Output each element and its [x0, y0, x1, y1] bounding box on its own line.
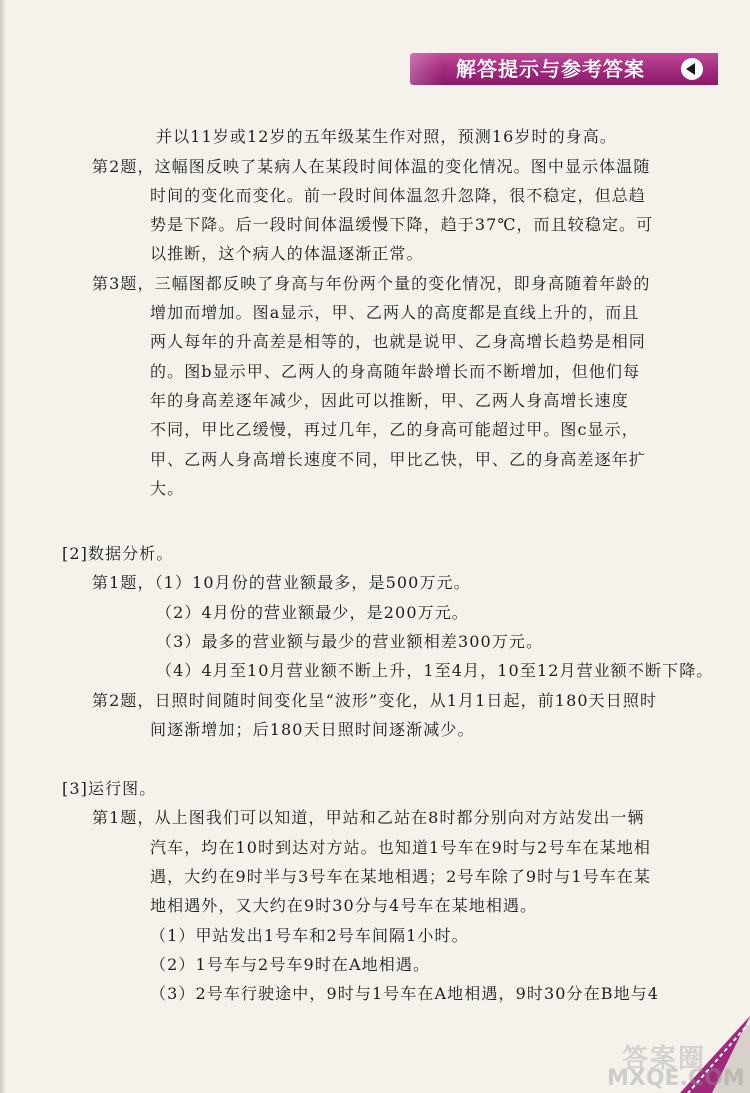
- text-line: （3）最多的营业额与最少的营业额相差300万元。: [156, 632, 544, 651]
- watermark-url: MXQE.COM: [607, 1066, 745, 1091]
- text-line: 大。: [150, 479, 185, 498]
- section-header-title: 解答提示与参考答案: [456, 57, 645, 81]
- text-line: 以推断，这个病人的体温逐渐正常。: [150, 244, 424, 263]
- text-line: 的。图b显示甲、乙两人的身高随年龄增长而不断增加，但他们每: [150, 362, 641, 381]
- text-line: （4）4月至10月营业额不断上升，1至4月，10至12月营业额不断下降。: [156, 661, 714, 680]
- text-line: （2）1号车与2号车9时在A地相遇。: [150, 955, 431, 974]
- watermark-logo: 答案圈: [622, 1044, 707, 1074]
- text-line: 年的身高差逐年减少，因此可以推断，甲、乙两人身高增长速度: [150, 391, 629, 410]
- text-line: 第2题，日照时间随时间变化呈“波形”变化，从1月1日起，前180天日照时: [92, 691, 658, 710]
- section-heading: [2]数据分析。: [62, 544, 174, 563]
- text-line: 间逐渐增加；后180天日照时间逐渐减少。: [150, 720, 475, 739]
- text-line: 并以11岁或12岁的五年级某生作对照，预测16岁时的身高。: [156, 127, 617, 146]
- text-line: 第3题，三幅图都反映了身高与年份两个量的变化情况，即身高随着年龄的: [92, 274, 651, 293]
- text-line: 时间的变化而变化。前一段时间体温忽升忽降，很不稳定，但总趋: [150, 186, 646, 205]
- text-line: 两人每年的升高差是相等的，也就是说甲、乙身高增长趋势是相同: [150, 332, 646, 351]
- text-line: 势是下降。后一段时间体温缓慢下降，趋于37℃，而且较稳定。可: [150, 215, 654, 234]
- section-heading: [3]运行图。: [62, 779, 157, 798]
- text-line: （1）甲站发出1号车和2号车间隔1小时。: [150, 926, 469, 945]
- text-line: （3）2号车行驶途中，9时与1号车在A地相遇，9时30分在B地与4: [150, 984, 660, 1003]
- text-line: 第1题，从上图我们可以知道，甲站和乙站在8时都分别向对方站发出一辆: [92, 808, 645, 827]
- text-line: 不同，甲比乙缓慢，再过几年，乙的身高可能超过甲。图c显示，: [150, 420, 639, 439]
- text-line: （2）4月份的营业额最少，是200万元。: [156, 603, 469, 622]
- text-line: 第2题，这幅图反映了某病人在某段时间体温的变化情况。图中显示体温随: [92, 157, 651, 176]
- text-line: 遇，大约在9时半与3号车在某地相遇；2号车除了9时与1号车在某: [150, 867, 651, 886]
- text-line: 汽车，均在10时到达对方站。也知道1号车在9时与2号车在某地相: [150, 838, 651, 857]
- text-line: 增加而增加。图a显示，甲、乙两人的高度都是直线上升的，而且: [150, 303, 640, 322]
- text-line: 第1题，（1）10月份的营业额最多，是500万元。: [92, 573, 471, 592]
- text-line: 地相遇外，又大约在9时30分与4号车在某地相遇。: [150, 896, 538, 915]
- text-line: 甲、乙两人身高增长速度不同，甲比乙快，甲、乙的身高差逐年扩: [150, 450, 646, 469]
